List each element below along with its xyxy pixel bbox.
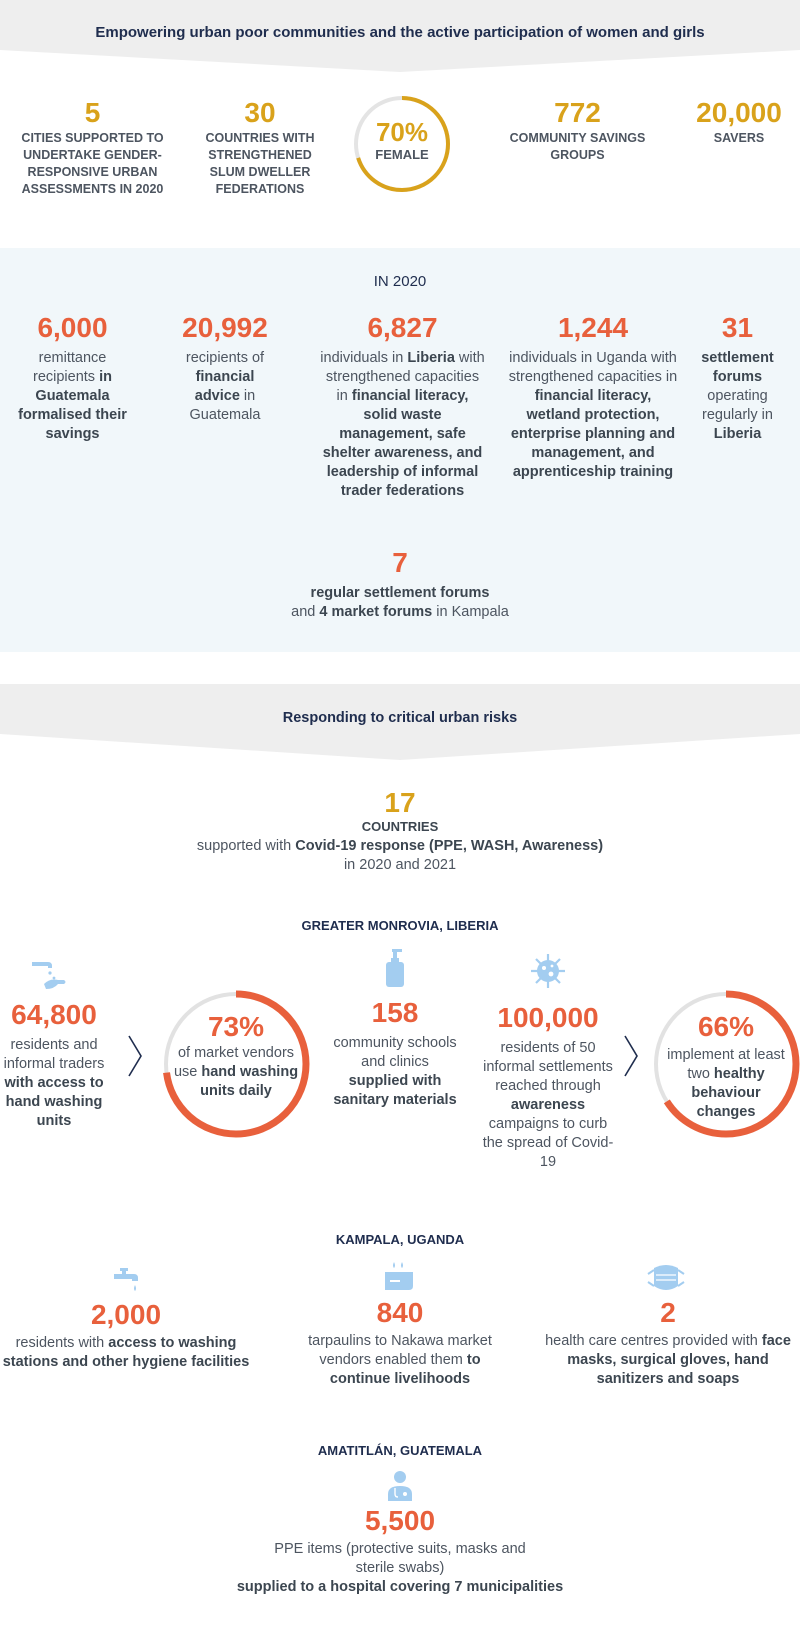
stat-market-vendors bbox=[170, 1012, 302, 1101]
doctor-icon bbox=[386, 1470, 414, 1502]
virus-icon bbox=[530, 953, 566, 989]
stat-value: 158 bbox=[371, 997, 419, 1028]
stat-text: remittance recipients bbox=[33, 350, 107, 385]
stat-text: supported with bbox=[196, 838, 296, 854]
stat-kampala-forums bbox=[250, 548, 550, 622]
hand-washing-icon bbox=[30, 958, 68, 992]
stat-value: 2 bbox=[660, 1297, 676, 1328]
stat-value: 1,244 bbox=[557, 312, 629, 343]
stat-remittance bbox=[15, 313, 130, 444]
stat-value: 70% bbox=[375, 117, 429, 147]
stat-value: 772 bbox=[554, 97, 601, 128]
stat-value: 2,000 bbox=[90, 1299, 162, 1330]
stat-text-bold: face masks, surgical gloves, hand sanitizers and soaps bbox=[567, 1333, 791, 1387]
stat-text: of market vendors use bbox=[173, 1045, 295, 1080]
guatemala-heading: AMATITLÁN, GUATEMALA bbox=[317, 1443, 483, 1458]
stat-label: FEMALE bbox=[375, 147, 429, 162]
stat-settlement-forums-liberia bbox=[690, 313, 785, 444]
stat-countries-federations bbox=[190, 98, 330, 198]
stat-value: 64,800 bbox=[11, 999, 97, 1030]
stat-text: in 2020 and 2021 bbox=[343, 857, 457, 873]
stat-female bbox=[350, 118, 454, 163]
stat-label: COUNTRIES bbox=[361, 819, 439, 834]
in-2020-heading: IN 2020 bbox=[373, 273, 427, 290]
stat-text: health care centres provided with bbox=[545, 1333, 762, 1349]
kampala-heading: KAMPALA, UGANDA bbox=[335, 1232, 465, 1247]
stat-value: 6,000 bbox=[37, 312, 108, 343]
stat-text-bold: Covid-19 response (PPE, WASH, Awareness) bbox=[295, 838, 604, 854]
stat-behaviour-changes bbox=[664, 1012, 788, 1122]
stat-text-bold: with access to hand washing units bbox=[4, 1075, 104, 1129]
stat-text-bold: settlement forums bbox=[701, 350, 774, 385]
stat-label: SAVERS bbox=[713, 131, 765, 145]
stat-text: individuals in Uganda with strengthened capacities in bbox=[508, 350, 678, 385]
liberia-heading: GREATER MONROVIA, LIBERIA bbox=[301, 918, 499, 933]
chevron-right-icon bbox=[126, 1034, 144, 1078]
stat-text: PPE items (protective suits, masks and sterile swabs) bbox=[274, 1541, 526, 1576]
stat-liberia-individuals bbox=[320, 313, 485, 501]
stat-uganda-individuals bbox=[508, 313, 678, 482]
stat-text-bold: 4 market forums bbox=[319, 604, 433, 620]
stat-text-bold: hand washing units daily bbox=[200, 1064, 299, 1099]
stat-text-bold: financial literacy, wetland protection, enterprise planning and management, and apprenticeship training bbox=[510, 388, 676, 480]
stat-text-bold: in Guatemala formalised their savings bbox=[18, 369, 127, 442]
stat-text-bold: regular settlement forums bbox=[310, 585, 490, 601]
stat-hand-washing-access bbox=[0, 1000, 108, 1131]
stat-text: residents with bbox=[15, 1335, 109, 1351]
stat-savers bbox=[680, 98, 798, 147]
stat-text: tarpaulins to Nakawa market vendors enabled them bbox=[308, 1333, 492, 1368]
tap-icon bbox=[112, 1266, 142, 1296]
stat-sanitary-materials bbox=[330, 998, 460, 1110]
stat-value: 17 bbox=[384, 787, 416, 818]
stat-text-bold: supplied with sanitary materials bbox=[333, 1073, 457, 1108]
stat-text-bold: Liberia bbox=[713, 426, 762, 442]
stat-label: CITIES SUPPORTED TO UNDERTAKE GENDER-RESPONSIVE URBAN ASSESSMENTS IN 2020 bbox=[21, 131, 164, 196]
stat-text: individuals in bbox=[320, 350, 408, 366]
stat-washing-stations bbox=[0, 1300, 252, 1372]
tarpaulin-icon bbox=[382, 1260, 416, 1294]
stat-value: 6,827 bbox=[367, 312, 438, 343]
stat-text-bold: healthy behaviour changes bbox=[691, 1066, 765, 1120]
stat-text: residents and informal traders bbox=[3, 1037, 105, 1072]
stat-text: operating regularly in bbox=[702, 388, 773, 423]
section-title-empowering: Empowering urban poor communities and the active participation of women and girls bbox=[95, 24, 705, 41]
stat-health-centres bbox=[540, 1298, 796, 1389]
section-title-urban-risks: Responding to critical urban risks bbox=[282, 710, 518, 726]
chevron-right-icon bbox=[622, 1034, 640, 1078]
stat-text: community schools and clinics bbox=[333, 1035, 457, 1070]
stat-value: 66% bbox=[697, 1011, 755, 1042]
stat-text-bold: Liberia bbox=[407, 350, 455, 366]
stat-awareness-campaigns bbox=[478, 1003, 618, 1172]
stat-value: 20,000 bbox=[696, 97, 782, 128]
stat-text: and bbox=[291, 604, 320, 620]
stat-label: COMMUNITY SAVINGS GROUPS bbox=[509, 131, 646, 162]
stat-text-bold: awareness bbox=[510, 1097, 586, 1113]
stat-cities bbox=[10, 98, 175, 198]
stat-value: 5 bbox=[84, 97, 101, 128]
stat-tarpaulins bbox=[280, 1298, 520, 1389]
stat-value: 73% bbox=[207, 1011, 265, 1042]
stat-text-bold: access to washing stations and other hygiene facilities bbox=[2, 1335, 250, 1370]
stat-text: with strengthened capacities in bbox=[325, 350, 485, 404]
stat-value: 31 bbox=[721, 312, 754, 343]
stat-text: residents of 50 informal settlements reached through bbox=[483, 1040, 613, 1094]
sanitizer-bottle-icon bbox=[384, 948, 406, 988]
stat-covid-countries bbox=[150, 788, 650, 875]
stat-value: 30 bbox=[244, 97, 276, 128]
stat-value: 20,992 bbox=[182, 312, 268, 343]
stat-text: in Guatemala bbox=[189, 388, 261, 423]
stat-text: implement at least two bbox=[667, 1047, 785, 1082]
stat-text: campaigns to curb the spread of Covid-19 bbox=[482, 1116, 614, 1170]
stat-text: in Kampala bbox=[432, 604, 509, 620]
face-mask-icon bbox=[646, 1264, 686, 1292]
stat-value: 5,500 bbox=[364, 1505, 436, 1536]
stat-text-bold: financial advice bbox=[194, 369, 255, 404]
stat-text-bold: financial literacy, solid waste management, safe shelter awareness, and leadership of informal trader federations bbox=[322, 388, 483, 499]
stat-ppe-items bbox=[200, 1506, 600, 1597]
stat-text-bold: supplied to a hospital covering 7 municipalities bbox=[236, 1579, 564, 1595]
stat-value: 840 bbox=[376, 1297, 424, 1328]
stat-text-bold: to continue livelihoods bbox=[329, 1352, 481, 1387]
stat-value: 100,000 bbox=[497, 1002, 599, 1033]
stat-savings-groups bbox=[495, 98, 660, 164]
stat-label: COUNTRIES WITH STRENGTHENED SLUM DWELLER FEDERATIONS bbox=[205, 131, 315, 196]
stat-text: recipients of bbox=[185, 350, 265, 366]
stat-value: 7 bbox=[392, 547, 408, 578]
stat-financial-advice bbox=[165, 313, 285, 425]
